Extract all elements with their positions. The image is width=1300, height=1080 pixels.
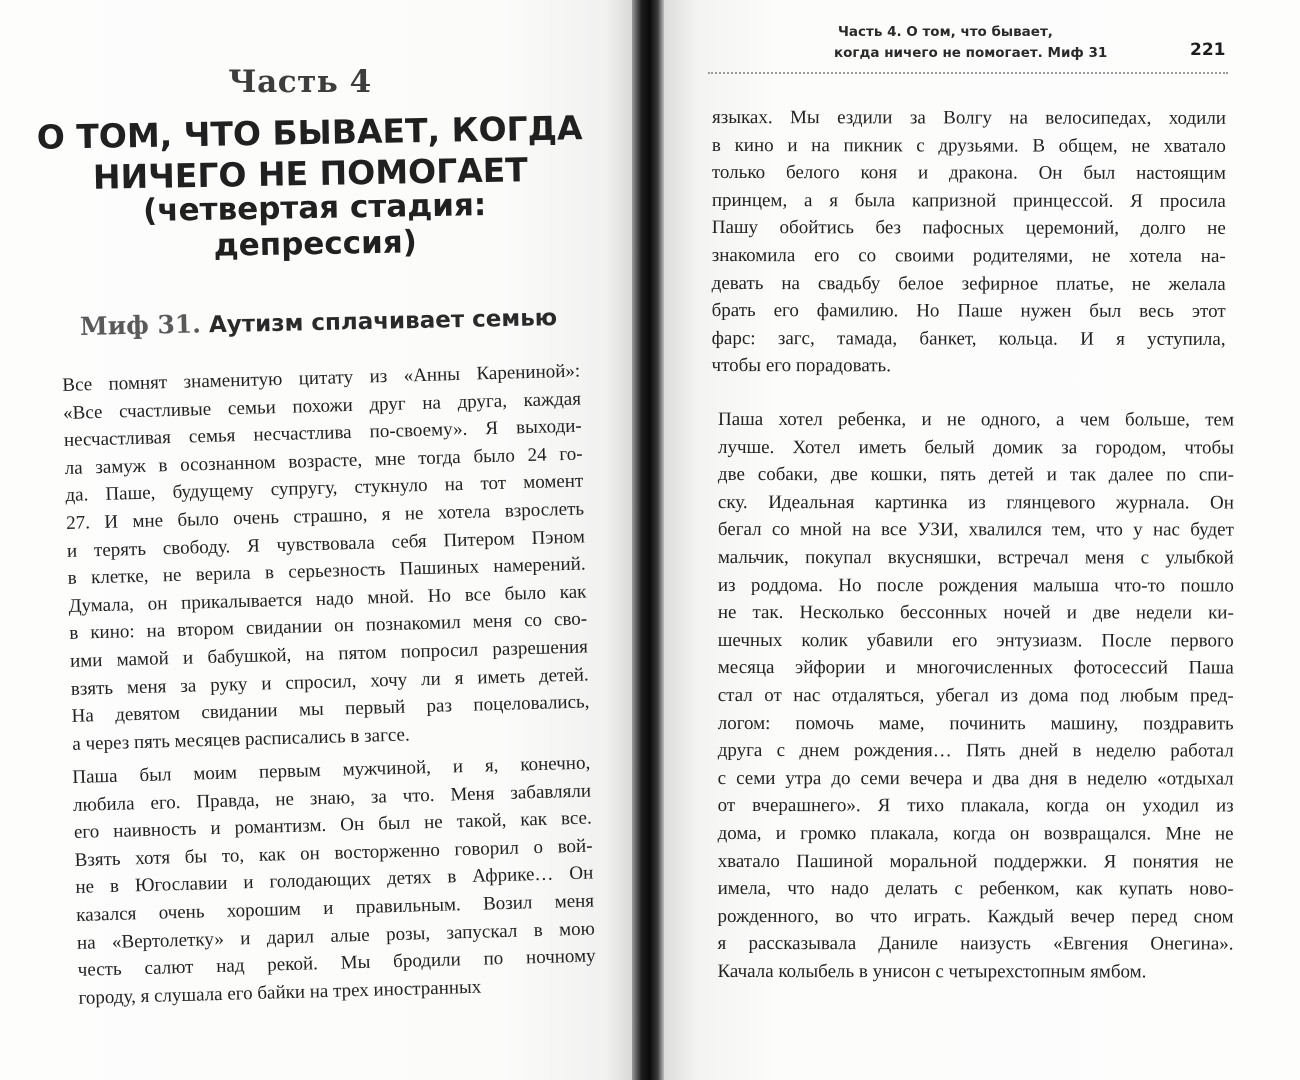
part-title-line2: НИЧЕГО НЕ ПОМОГАЕТ [92, 150, 529, 197]
text-line: «Все счастливые семьи похожи друг на друга, каждая [62, 388, 582, 424]
text-line: ла замуж в осознанном возрасте, мне тогда было 24 го- [64, 443, 583, 479]
text-line: Паша хотел ребенка, и не одного, а чем больше, тем [717, 409, 1234, 431]
text-line: бегал со мной на все УЗИ, хвалился тем, что у нас будет [717, 519, 1234, 541]
text-line: друга с днем рождения… Пять дней в неделю работал [717, 740, 1234, 762]
text-line: лучше. Хотел иметь белый домик за городом, чтобы [717, 436, 1234, 459]
text-line: городу, я слушала его байки на трех иностранных [78, 976, 482, 1009]
text-line: только белого коня и дракона. Он был настоящим [711, 162, 1226, 185]
running-head-line1: Часть 4. О том, что бывает, [838, 24, 1053, 40]
text-line: стал от нас отдаляться, убегал из дома под любым пред- [717, 684, 1234, 707]
text-line: Паша был моим первым мужчиной, и я, конечно, [72, 752, 591, 788]
page-number: 221 [1190, 40, 1226, 60]
running-head [832, 22, 1122, 64]
text-line: брать его фамилию. Но Паше нужен был весь этот [711, 300, 1226, 323]
header-dotted-rule [708, 72, 1228, 74]
text-line: честь салют над рекой. Мы бродили по ночному [77, 945, 596, 982]
text-line: чтобы его порадовать. [711, 355, 892, 377]
part-subtitle: (четвертая стадия: депрессия) [142, 187, 487, 264]
text-line: имела, что надо делать с ребенком, как купать ново- [717, 878, 1234, 900]
text-line: Пашу обойтись без пафосных церемоний, долго не [711, 217, 1226, 240]
text-line: на «Вертолетку» и дарил алые розы, запускал в мою [76, 918, 596, 954]
text-line: На девятом свидании мы первый раз поцеловались, [71, 691, 590, 727]
myth-heading [80, 301, 600, 341]
part-title-line1: О ТОМ, ЧТО БЫВАЕТ, КОГДА [36, 108, 583, 157]
text-line: казался очень хорошим и правильным. Возил меня [75, 890, 595, 926]
text-line: месяца эйфории и многочисленных фотосессий Паша [717, 657, 1234, 679]
text-line: с семи утра до семи вечера и два дня в неделю «отдыхал [717, 767, 1234, 790]
part-label: Часть 4 [228, 64, 372, 100]
text-line: дома, и громко плакала, когда он возвращался. Мне не [717, 822, 1234, 845]
text-line: Взять хотя бы то, как он восторженно говорил о вой- [74, 835, 593, 871]
text-line: я рассказывала Даниле наизусть «Евгения Онегина». [717, 933, 1234, 955]
text-line: в кино: на втором свидании он познакомил меня со сво- [69, 608, 588, 645]
text-line: логом: помочь маме, починить машину, поздравить [717, 712, 1234, 734]
text-line: в клетке, не верила в серьезность Пашиных намерений. [67, 553, 586, 590]
text-line: шечных колик убавили его энтузиазм. После первого [717, 629, 1234, 652]
text-line: от вчерашнего». Я тихо плакала, когда он уходил из [717, 795, 1234, 817]
running-head-line2: когда ничего не помогает. Миф 31 [834, 45, 1108, 61]
text-line: фарс: загс, тамада, банкет, кольца. И я уступила, [711, 327, 1226, 350]
text-line: языках. Мы ездили за Волгу на велосипедах, ходили [711, 106, 1226, 129]
text-line: не в Югославии и голодающих детях в Африке… Он [75, 862, 594, 899]
text-line: Качала колыбель в унисон с четырехстопным ямбом. [717, 960, 1147, 983]
book-gutter [632, 0, 664, 1080]
left-page [0, 0, 632, 1080]
left-paragraph-1 [62, 358, 591, 759]
text-line: мальчик, покупал вкусняшки, встречал меня с улыбкой [717, 546, 1234, 569]
text-line: из роддома. Но после рождения малыша что-то пошло [717, 574, 1234, 597]
text-line: взять меня за руку и спросил, хочу ли я иметь детей. [70, 663, 589, 700]
text-line: принцем, а я была капризной принцессой. Я просила [711, 189, 1226, 212]
text-line: любила его. Правда, не знаю, за что. Меня забавляли [72, 780, 592, 816]
text-line: а через пять месяцев расписались в загсе. [72, 724, 410, 755]
myth-title: Аутизм сплачивает семью [208, 305, 558, 339]
part-title [29, 107, 590, 199]
text-line: его наивность и романтизм. Он был не такой, как все. [73, 807, 593, 844]
text-line: две собаки, две кошки, пять детей и так далее по спи- [717, 464, 1234, 486]
text-line: ими мамой и бабушкой, на пятом попросил разрешения [69, 636, 589, 672]
text-line: да. Паше, будущему супругу, стукнуло на тот момент [65, 470, 584, 507]
myth-number: Миф 31. [79, 309, 202, 341]
text-line: ску. Идеальная картинка из глянцевого журнала. Он [717, 491, 1234, 514]
right-paragraph-1 [712, 104, 1226, 381]
text-line: Все помнят знаменитую цитату из «Анны Карениной»: [62, 360, 581, 396]
text-line: знакомила его со своими родителями, не хотела на- [711, 244, 1226, 267]
text-line: 27. И мне было очень страшно, я не хотела взрослеть [65, 498, 585, 534]
text-line: в кино и на пикник с друзьями. В общем, не хватало [711, 134, 1226, 157]
text-line: рожденного, во что играть. Каждый вечер перед сном [717, 905, 1234, 928]
text-line: Думала, он прикалывается надо мной. Но все было как [68, 581, 587, 617]
text-line: хватало Пашиной моральной поддержки. Я понятия не [717, 850, 1234, 872]
text-line: и терять свободу. Я чувствовала себя Питером Пэном [66, 526, 586, 562]
text-line: несчастливая семья несчастлива по-своему». Я выходи- [63, 415, 583, 452]
text-line: девать на свадьбу белое зефирное платье, не желала [711, 272, 1226, 295]
left-paragraph-2 [72, 750, 597, 1013]
right-paragraph-2 [717, 406, 1234, 986]
text-line: не так. Несколько бессонных ночей и две недели ки- [717, 602, 1234, 624]
